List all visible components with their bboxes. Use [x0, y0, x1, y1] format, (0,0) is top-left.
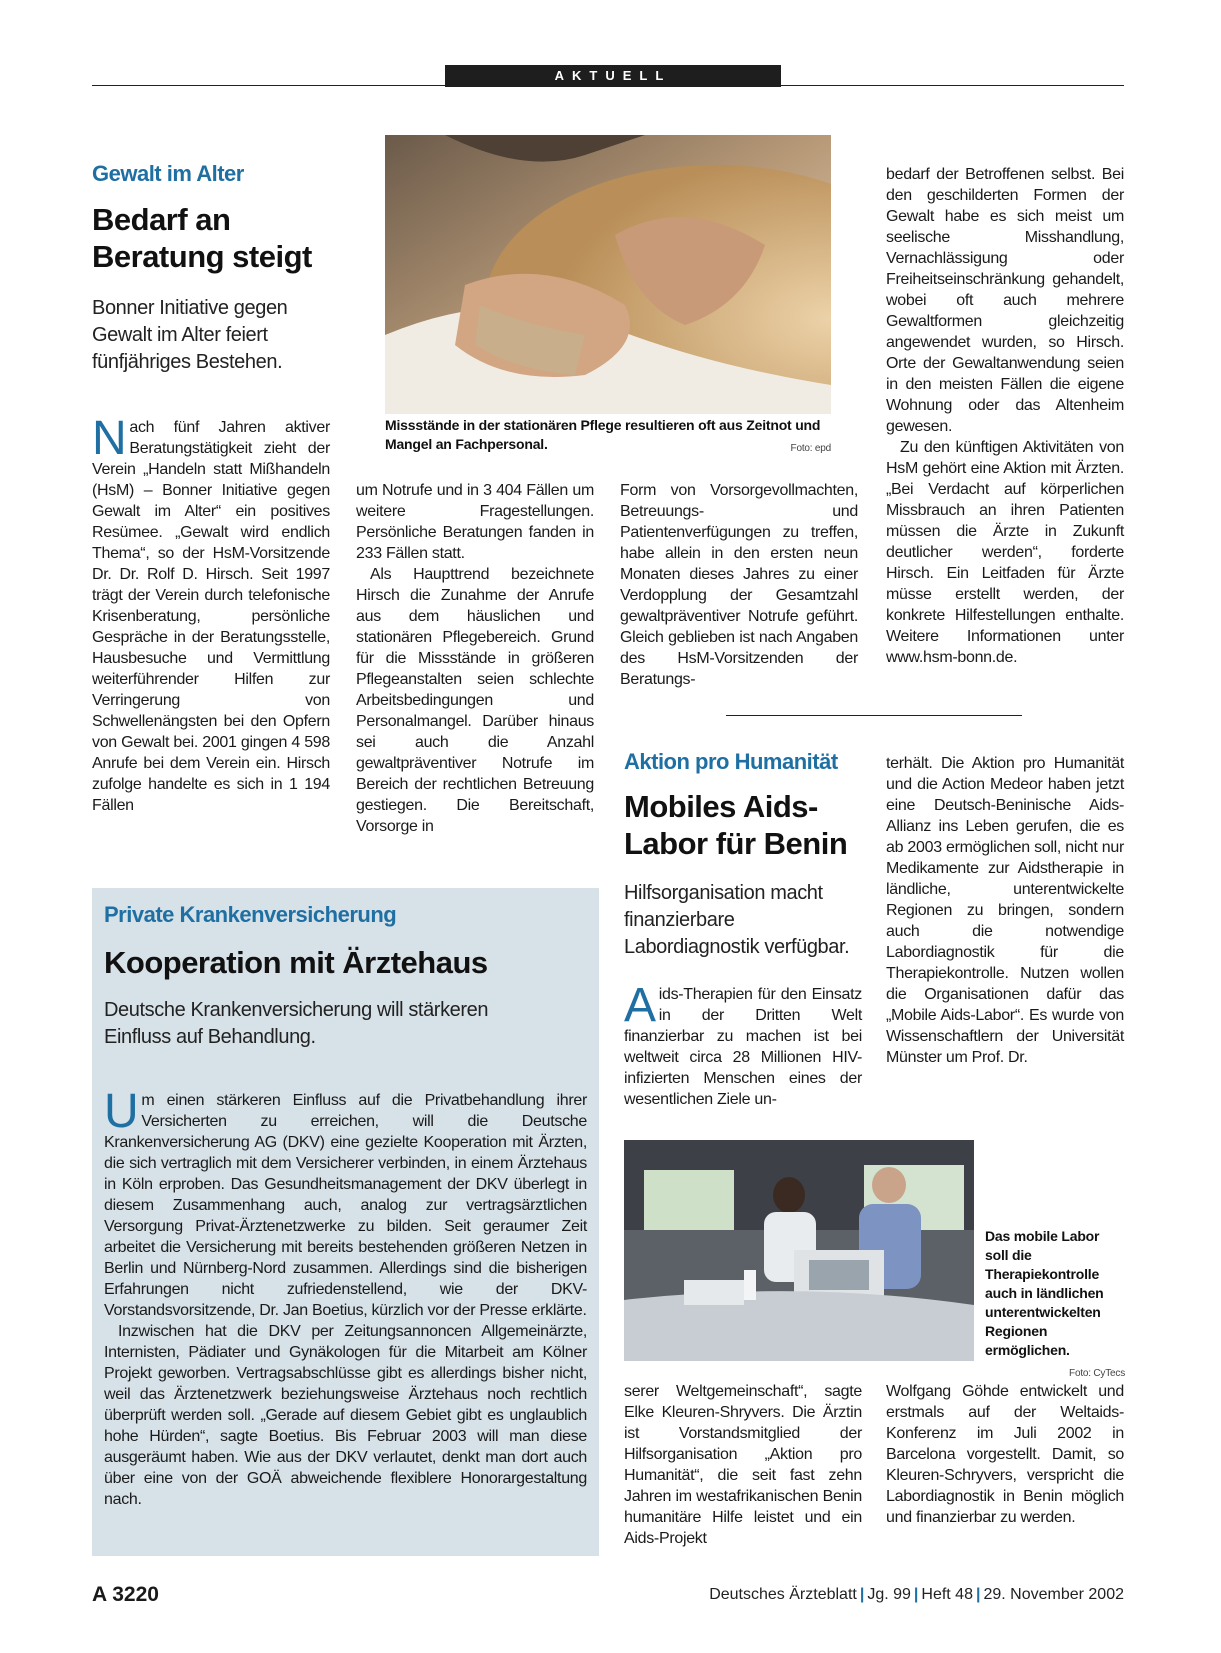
article1-column-3 — [620, 480, 858, 690]
article2-para2: Inzwischen hat die DKV per Zeitungsannoncen Allgemeinärzte, Internisten, Pädiater und Gynäkologen für die Mitarbeit am Kölner Projekt geworben. Vertragsabschlüsse gibt es allerdings bisher nicht, weil das Ärztenetzwerk beziehungsweise Ärztehaus noch rechtlich überprüft werden soll. „Gerade auf diesem Gebiet gibt es unglaublich hohe Hürden“, sagte Boetius. Bis Februar 2003 will man diese ausgeräumt haben. Wie aus der DKV verlautet, denkt man dort auch über eine von der GOÄ abweichende flexiblere Honorargestaltung nach. — [104, 1323, 587, 1508]
article3-headline-line2: Labor für Benin — [624, 826, 848, 861]
article1-dropcap: N — [92, 412, 127, 465]
footer-date: 29. November 2002 — [983, 1586, 1124, 1603]
article3-column-2 — [886, 753, 1124, 1068]
article1-col4-para1: bedarf der Betroffenen selbst. Bei den geschilderten Formen der Gewalt habe es sich meist um seelische Misshandlung, Vernachlässigung oder Freiheitseinschränkung gehandelt, wobei oft auch mehrere Gewaltformen gleichzeitig angewendet wurden, so Hirsch. Orte der Gewaltanwendung seien in den meisten Fällen die eigene Wohnung oder das Altenheim gewesen. — [886, 166, 1124, 435]
footer-volume: Jg. 99 — [867, 1586, 911, 1603]
article1-deck: Bonner Initiative gegen Gewalt im Alter feiert fünfjähriges Bestehen. — [92, 297, 288, 373]
article2-deck: Deutsche Krankenversicherung will stärkeren Einfluss auf Behandlung. — [104, 999, 489, 1048]
article3-headline — [624, 788, 874, 862]
article3-col4-text: Wolfgang Göhde entwickelt und erstmals auf der Weltaids-Konferenz im Juli 2002 in Barcelona vorgestellt. Damit, so Kleuren-Schryvers, verspricht die Labordiagnostik in Benin möglich und finanzierbar zu werden. — [886, 1383, 1124, 1526]
article3-col3-text: serer Weltgemeinschaft“, sagte Elke Kleuren-Shryvers. Die Ärztin ist Vorstandsmitglied der Hilfsorganisation „Aktion pro Humanität“, die seit fast zehn Jahren im westafrikanischen Benin humanitäre Hilfe leistet und ein Aids-Projekt — [624, 1383, 862, 1547]
article2-para1: m einen stärkeren Einfluss auf die Privatbehandlung ihrer Versicherten zu erreichen, will die Deutsche Krankenversicherung AG (DKV) eine gezielte Kooperation mit Ärzten, die sich vertraglich mit dem Versicherer verbinden, in einem Ärztehaus in Köln erproben. Das Gesundheitsmanagement der DKV überlegt in diesem Zusammenhang auch, analog zur vertragsärztlichen Versorgung Privat-Ärztenetzwerke zu bilden. Seit geraumer Zeit arbeitet die Versicherung mit bereits bestehenden größeren Netzen in Berlin und Nürnberg-Nord zusammen. Allerdings sind die bisherigen Erfahrungen nicht zufriedenstellend, wie der DKV-Vorstandsvorsitzende, Dr. Jan Boetius, kürzlich vor der Presse erklärte. — [104, 1092, 587, 1319]
footer-separator: | — [859, 1586, 865, 1603]
footer-issue: Heft 48 — [921, 1586, 973, 1603]
lab-van-photo — [624, 1140, 974, 1361]
article3-column-1 — [624, 979, 862, 1110]
article1-col1-text: ach fünf Jahren aktiver Beratungstätigkeit zieht der Verein „Handeln statt Mißhandeln (HsM) – Bonner Initiative gegen Gewalt im Alter“ ein positives Resümee. „Gewalt wird endlich Thema“, so der HsM-Vorsitzende Dr. Dr. Rolf D. Hirsch. Seit 1997 trägt der Verein durch telefonische Krisenberatung, persönliche Gespräche in der Beratungsstelle, Hausbesuche und Vermittlung weiterführender Hilfen zur Verringerung von Schwellenängsten bei den Opfern von Gewalt bei. 2001 gingen 4 598 Anrufe bei dem Verein ein. Hirsch zufolge handelte es sich in 1 194 Fällen — [92, 419, 330, 814]
care-photo-caption — [385, 416, 831, 458]
lab-van-photo-image — [624, 1140, 974, 1361]
article1-headline-line2: Beratung steigt — [92, 239, 312, 274]
care-photo — [385, 135, 831, 414]
article1-column-4 — [886, 164, 1124, 668]
care-photo-credit: Foto: epd — [790, 443, 831, 454]
article2-headline: Kooperation mit Ärztehaus — [104, 945, 488, 980]
article3-column-3 — [624, 1381, 862, 1549]
article3-column-4 — [886, 1381, 1124, 1528]
footer-journal: Deutsches Ärzteblatt — [709, 1586, 857, 1603]
article3-deck: Hilfsorganisation macht finanzierbare Labordiagnostik verfügbar. — [624, 882, 850, 958]
lab-van-caption-text: Das mobile Labor soll die Therapiekontrolle auch in ländlichen unterentwickelten Regionen ermöglichen. — [985, 1228, 1104, 1358]
footer-separator: | — [913, 1586, 919, 1603]
section-label: AKTUELL — [445, 65, 781, 87]
article3-kicker: Aktion pro Humanität — [624, 749, 838, 774]
lab-van-caption — [985, 1227, 1125, 1383]
article3-col1-text: ids-Therapien für den Einsatz in der Dritten Welt finanzierbar zu machen ist bei weltweit circa 28 Millionen HIV-infizierten Menschen eines der wesentlichen Ziele un- — [624, 986, 862, 1108]
article1-col3-text: Form von Vorsorgevollmachten, Betreuungs- und Patientenverfügungen zu treffen, habe allein in den ersten neun Monaten dieses Jahres zu einer Verdopplung der Gesamtzahl gewaltpräventiver Notrufe geführt. Gleich geblieben ist nach Angaben des HsM-Vorsitzenden der Beratungs- — [620, 482, 858, 688]
article1-col2-para1: um Notrufe und in 3 404 Fällen um weitere Fragestellungen. Persönliche Beratungen fanden in 233 Fällen statt. — [356, 482, 594, 562]
article1-headline — [92, 201, 362, 275]
article1-column-2 — [356, 480, 594, 837]
footer-citation — [709, 1586, 1124, 1604]
article1-headline-line1: Bedarf an — [92, 202, 231, 237]
article1-column-1 — [92, 412, 330, 816]
lab-van-photo-credit: Foto: CyTecs — [1069, 1368, 1125, 1379]
article3-dropcap: A — [624, 979, 656, 1032]
article1-col4-para2: Zu den künftigen Aktivitäten von HsM gehört eine Aktion mit Ärzten. „Bei Verdacht auf körperlichen Missbrauch an ihren Patienten müssen die Ärzte in Zukunft deutlicher werden“, forderte Hirsch. Ein Leitfaden für Ärzte müsse erstellt werden, der konkrete Hilfestellungen enthalte. Weitere Informationen unter www.hsm-bonn.de. — [886, 439, 1124, 666]
article-divider — [726, 715, 1022, 716]
article3-col2-text: terhält. Die Aktion pro Humanität und die Action Medeor haben jetzt eine Deutsch-Beninische Aids-Allianz ins Leben gerufen, die es ab 2003 ermöglichen soll, nicht nur Medikamente zur Aidstherapie in ländliche, unterentwickelte Regionen zu bringen, sondern auch die notwendige Labordiagnostik für die Therapiekontrolle. Nutzen wollen die Organisationen dafür das „Mobile Aids-Labor“. Es wurde von Wissenschaftlern der Universität Münster um Prof. Dr. — [886, 755, 1124, 1066]
article2-body — [104, 1085, 587, 1510]
page-number: A 3220 — [92, 1583, 159, 1606]
article1-col2-para2: Als Haupttrend bezeichnete Hirsch die Zunahme der Anrufe aus dem häuslichen und stationären Pflegebereich. Grund für die Missstände in größeren Pflegeanstalten seien schlechte Arbeitsbedingungen und Personalmangel. Darüber hinaus sei auch die Anzahl gewaltpräventiver Notrufe im Bereich der rechtlichen Betreuung gestiegen. Die Bereitschaft, Vorsorge in — [356, 566, 594, 835]
footer-separator: | — [975, 1586, 981, 1603]
article1-kicker: Gewalt im Alter — [92, 161, 244, 186]
article2-dropcap: U — [104, 1085, 139, 1138]
article2-kicker: Private Krankenversicherung — [104, 902, 397, 927]
article3-headline-line1: Mobiles Aids- — [624, 789, 818, 824]
care-photo-image — [385, 135, 831, 414]
care-photo-caption-text: Missstände in der stationären Pflege resultieren oft aus Zeitnot und Mangel an Fachpersonal. — [385, 417, 821, 452]
